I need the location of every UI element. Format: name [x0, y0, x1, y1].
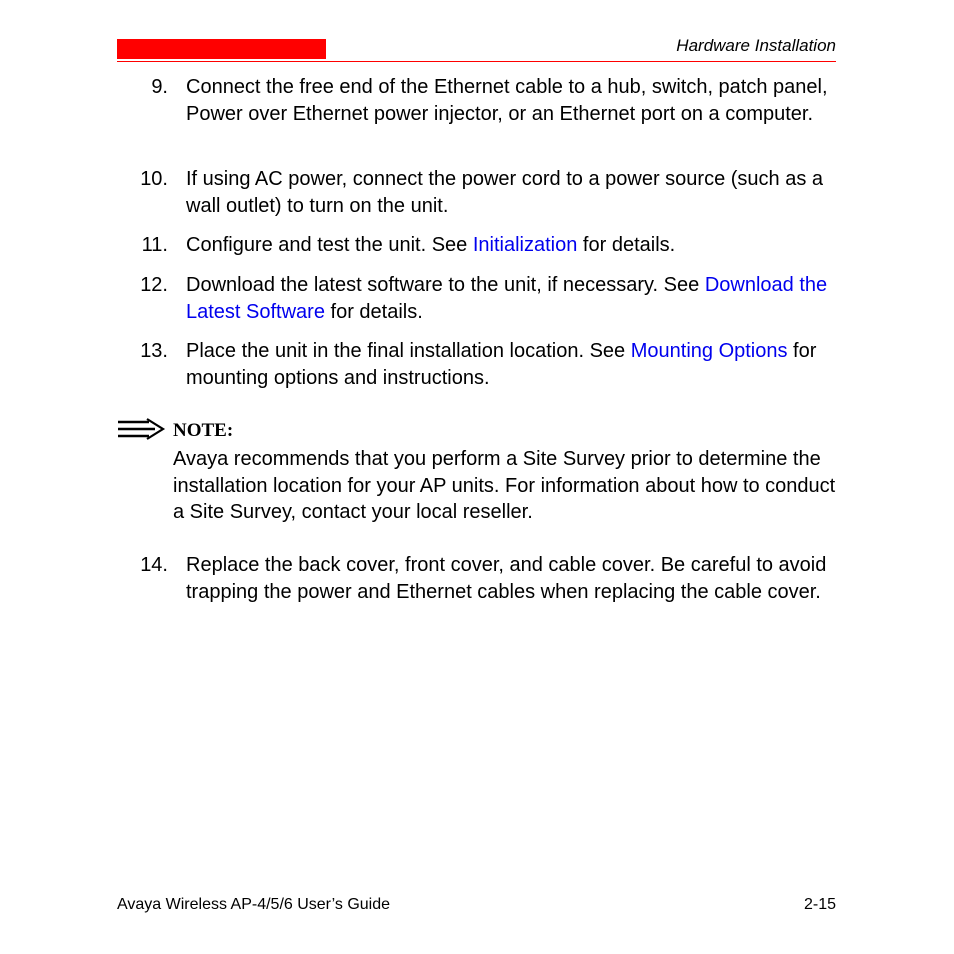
- step-number: 11.: [141, 234, 168, 256]
- step-text-pre: Configure and test the unit. See: [186, 234, 473, 256]
- note-text: Avaya recommends that you perform a Site Survey prior to determine the installation location for your AP units. For information about how to conduct a Site Survey, contact your local reseller.: [173, 448, 836, 523]
- step-text-pre: Place the unit in the final installation location. See: [186, 340, 631, 362]
- header-rule: [117, 61, 836, 62]
- note-label: NOTE:: [173, 420, 234, 441]
- step-number: 12.: [140, 274, 168, 296]
- step-text: [186, 232, 836, 259]
- footer-guide-title: Avaya Wireless AP-4/5/6 User’s Guide: [117, 896, 391, 913]
- step-text-post: for details.: [577, 234, 676, 256]
- step-text: If using AC power, connect the power cord to a power source (such as a wall outlet) to turn on the unit.: [186, 168, 824, 217]
- step-text: Replace the back cover, front cover, and cable cover. Be careful to avoid trapping the power and Ethernet cables when replacing the cable cover.: [186, 554, 827, 603]
- step-text: [186, 338, 836, 391]
- step-text-post: for mounting options and instructions.: [186, 340, 817, 389]
- note-arrow-icon: [117, 418, 167, 444]
- footer-page-number: 2-15: [803, 896, 836, 913]
- header-title: Hardware Installation: [676, 36, 836, 55]
- link-mounting-options[interactable]: Mounting Options: [630, 340, 788, 362]
- step-text-post: for details.: [324, 300, 423, 323]
- link-initialization[interactable]: Initialization: [472, 234, 578, 256]
- step-number: 13.: [140, 340, 168, 362]
- step-number: 9.: [151, 76, 168, 98]
- step-number: 14.: [140, 554, 168, 576]
- step-text: Connect the free end of the Ethernet cable to a hub, switch, patch panel, Power over Ethernet power injector, or an Ethernet port on a computer.: [186, 76, 828, 125]
- step-text-pre: Download the latest software to the unit, if necessary. See: [186, 274, 705, 296]
- step-number: 10.: [140, 168, 168, 190]
- link-download-latest-software[interactable]: Download the Latest Software: [186, 274, 828, 323]
- step-text: [186, 272, 836, 325]
- header-accent-bar: [117, 39, 326, 59]
